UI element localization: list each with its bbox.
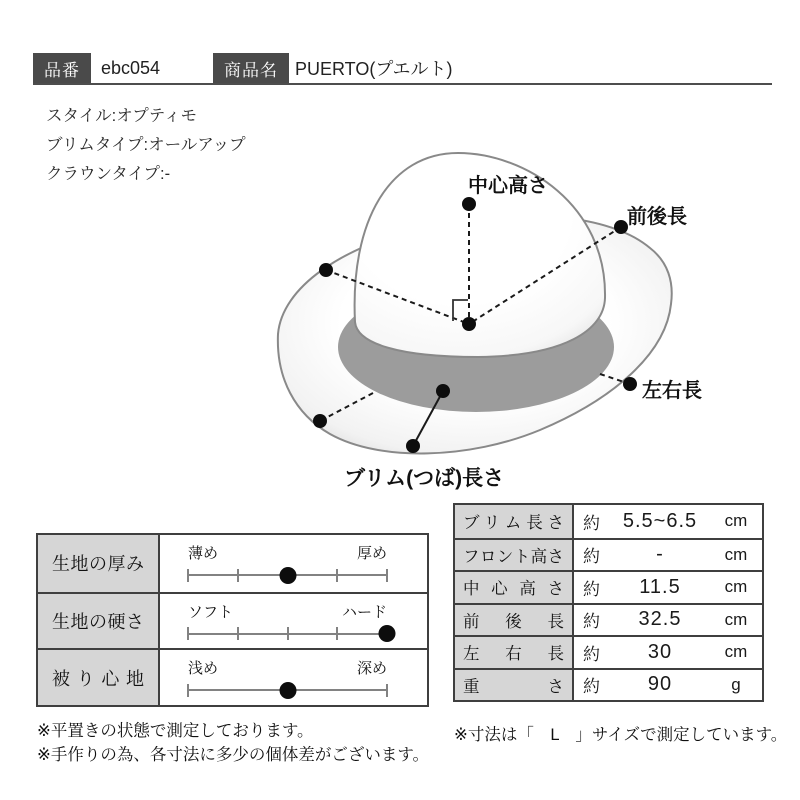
item-code-tag: 品番 — [33, 53, 91, 83]
spec-style: スタイル:オプティモ — [46, 107, 197, 125]
table-row — [38, 648, 427, 705]
note-size-basis: ※寸法は「 L 」サイズで測定しています。 — [454, 726, 788, 744]
header — [33, 53, 772, 85]
wearing-fit-slider — [160, 650, 427, 705]
size-value: - — [656, 543, 664, 566]
label-brim-length: ブリム(つば)長さ — [344, 467, 505, 490]
size-label-center-height: 中心高さ — [455, 572, 574, 603]
size-value: 30 — [647, 640, 673, 663]
slider-track — [188, 633, 387, 635]
slider-min-label: 浅め — [188, 660, 219, 678]
size-unit: cm — [724, 609, 748, 629]
size-value: 5.5~6.5 — [622, 509, 698, 532]
feature-label-stiffness: 生地の硬さ — [38, 594, 160, 649]
slider-max-label: 深め — [356, 660, 387, 678]
size-label-left-right: 左右長 — [455, 637, 574, 668]
size-unit: cm — [724, 544, 748, 564]
approx-prefix: 約 — [583, 547, 600, 567]
slider-min-label: 薄め — [188, 545, 219, 562]
slider-track — [188, 689, 387, 691]
slider-max-label: 厚め — [356, 545, 387, 562]
size-table — [453, 503, 764, 702]
table-row — [455, 505, 762, 538]
fabric-thickness-slider — [160, 535, 427, 592]
fabric-stiffness-slider — [160, 594, 427, 649]
size-label-front-back: 前後長 — [455, 605, 574, 636]
note-handmade: ※手作りの為、各寸法に多少の個体差がございます。 — [37, 745, 430, 764]
feature-table — [36, 533, 429, 707]
slider-min-label: ソフト — [188, 603, 234, 621]
size-unit: g — [731, 674, 741, 694]
table-row — [455, 538, 762, 571]
feature-label-fit: 被り心地 — [38, 650, 160, 705]
approx-prefix: 約 — [583, 644, 600, 664]
size-value: 90 — [647, 673, 673, 696]
table-row — [455, 570, 762, 603]
approx-prefix: 約 — [583, 677, 600, 697]
table-row — [455, 668, 762, 701]
approx-prefix: 約 — [583, 612, 600, 632]
feature-label-thickness: 生地の厚み — [38, 535, 160, 592]
label-center-height: 中心高さ — [468, 175, 548, 197]
size-unit: cm — [724, 511, 748, 531]
label-left-right-length: 左右長 — [642, 380, 702, 402]
product-name-value: PUERTO(プエルト) — [295, 59, 453, 79]
spec-crown-type: クラウンタイプ:- — [46, 165, 171, 183]
hat-measurement-diagram — [260, 140, 720, 500]
slider-track — [188, 574, 387, 576]
measurement-notes — [37, 720, 429, 767]
size-label-front-height: フロント高さ — [455, 540, 574, 571]
size-unit: cm — [724, 577, 748, 597]
approx-prefix: 約 — [583, 579, 600, 599]
size-label-brim: ブリム長さ — [455, 505, 574, 538]
table-row — [38, 535, 427, 592]
size-unit: cm — [724, 642, 748, 662]
approx-prefix: 約 — [583, 513, 600, 533]
item-code-value: ebc054 — [101, 57, 161, 78]
table-row — [455, 635, 762, 668]
style-spec-list — [46, 102, 246, 189]
size-value: 32.5 — [638, 608, 682, 631]
size-value: 11.5 — [639, 575, 681, 598]
size-label-weight: 重さ — [455, 670, 574, 701]
product-name-tag: 商品名 — [213, 53, 289, 83]
note-flat-measure: ※平置きの状態で測定しております。 — [37, 722, 314, 740]
table-row — [38, 592, 427, 649]
spec-brim-type: ブリムタイプ:オールアップ — [46, 136, 246, 154]
slider-max-label: ハード — [341, 603, 387, 621]
label-front-back-length: 前後長 — [627, 206, 687, 228]
table-row — [455, 603, 762, 636]
